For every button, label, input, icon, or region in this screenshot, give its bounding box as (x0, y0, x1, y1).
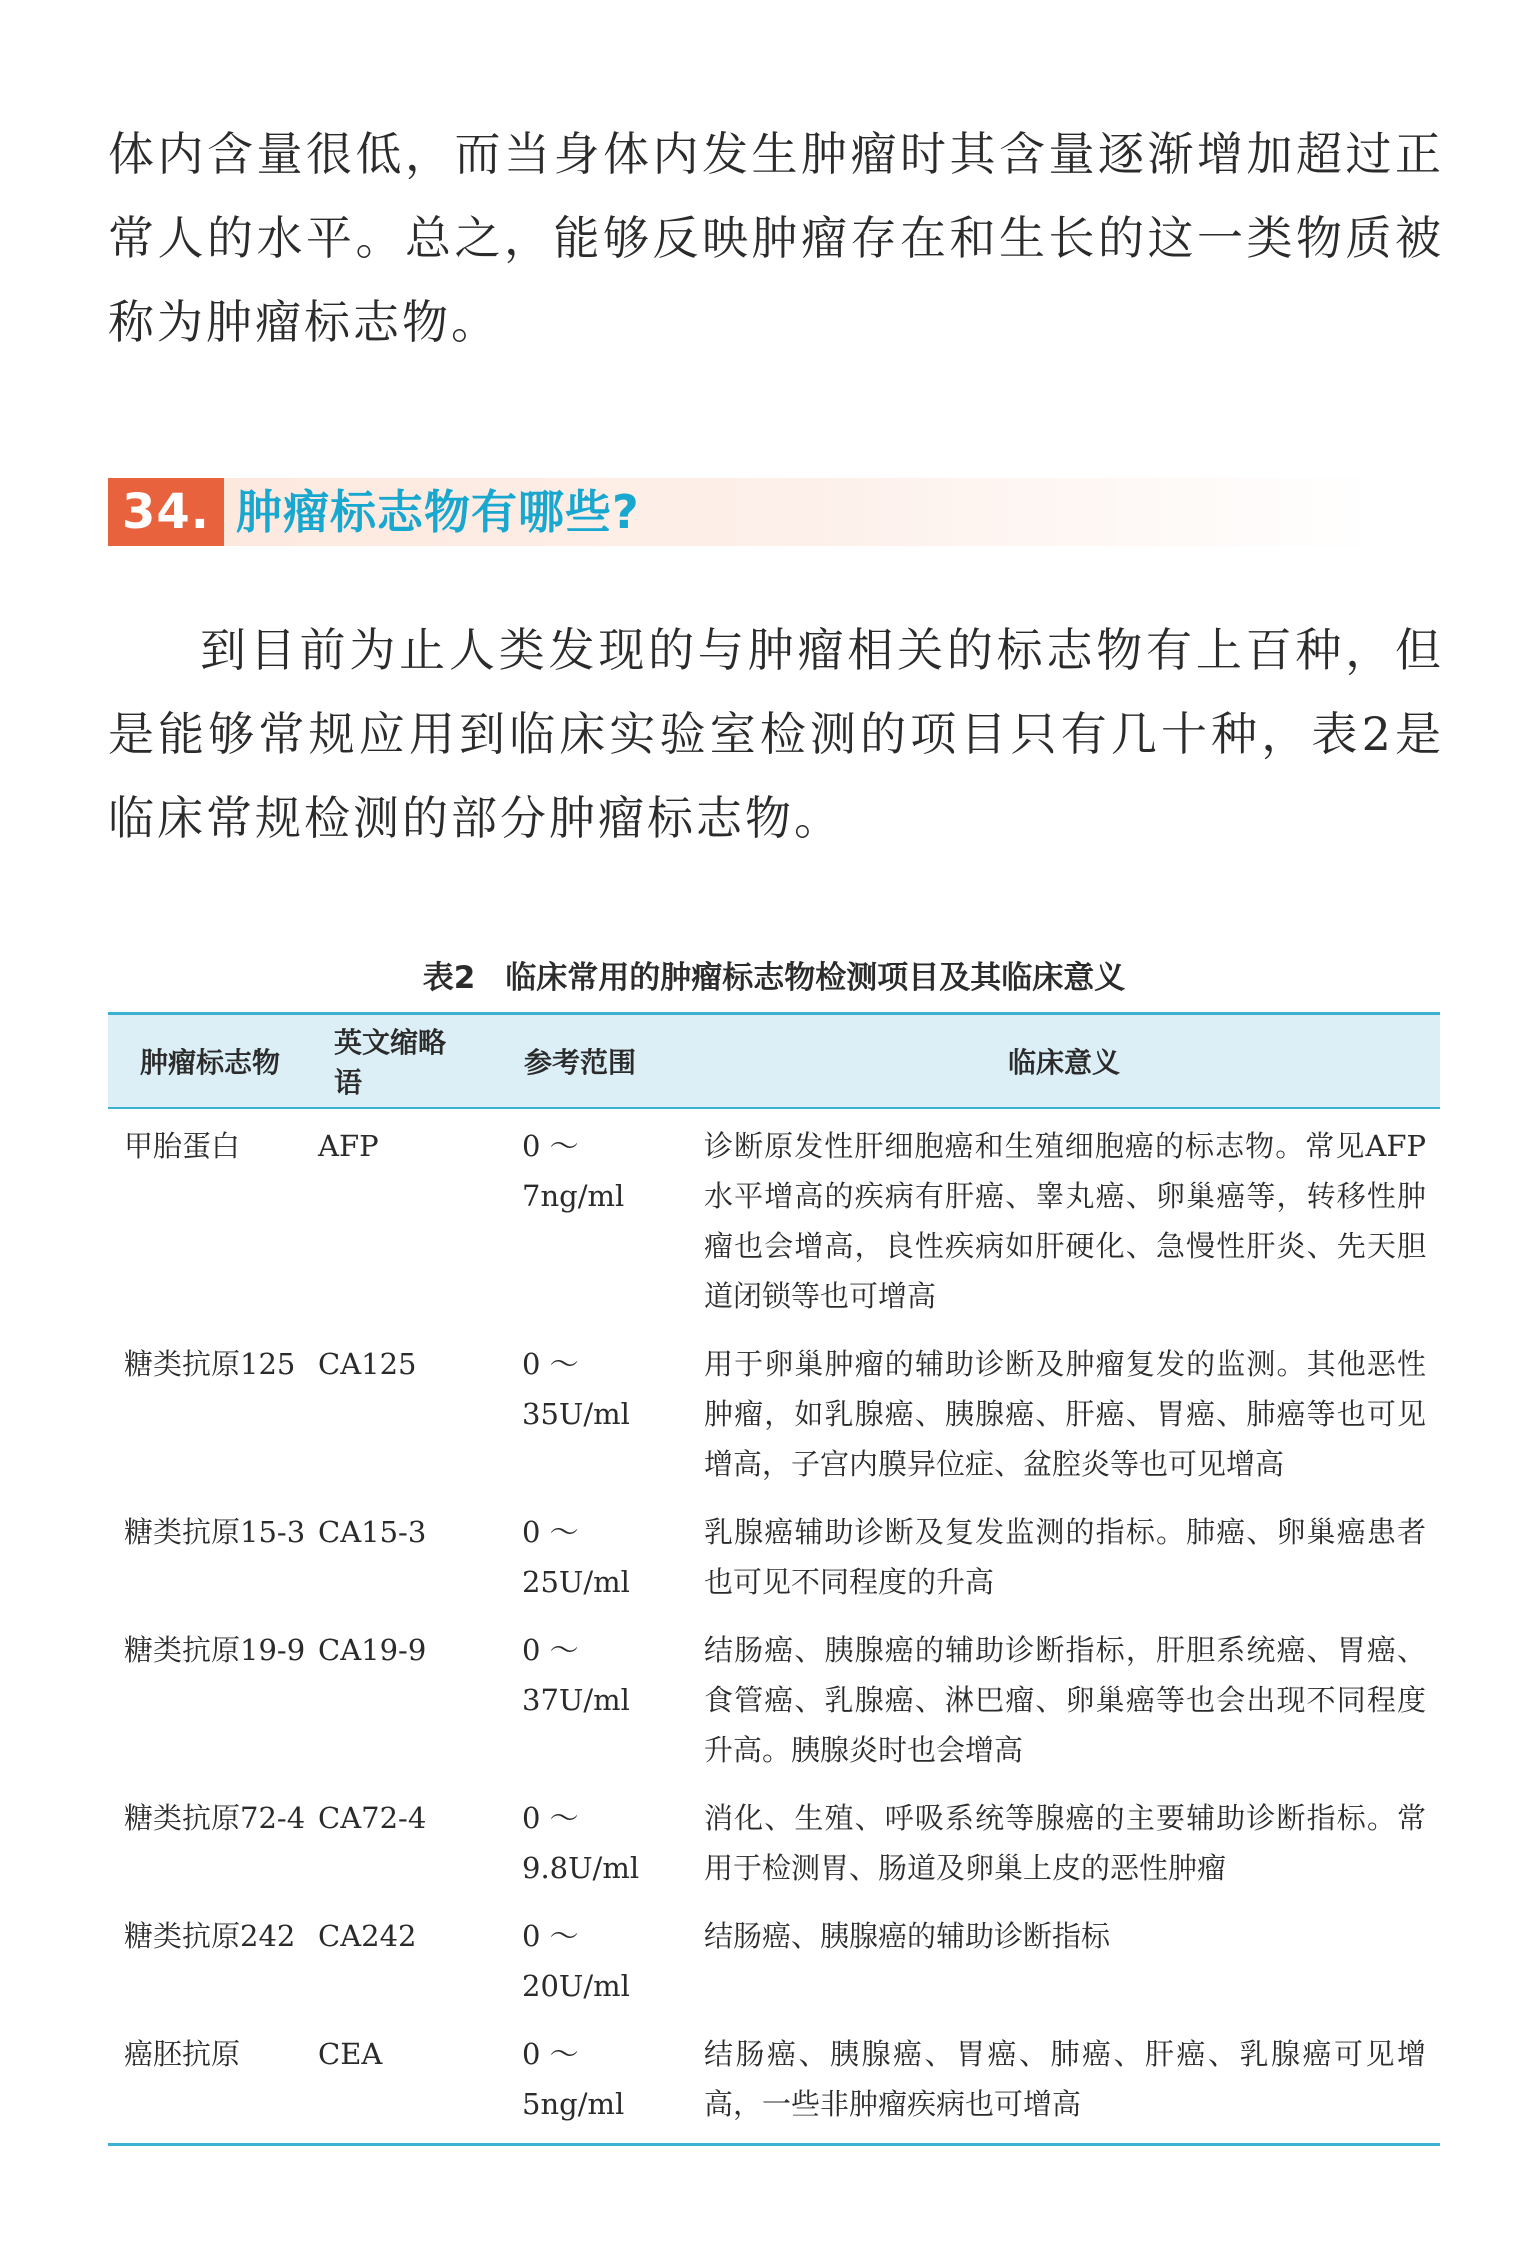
marker-name-cell: 糖类抗原125 (124, 1347, 296, 1381)
clinical-significance-cell: 结肠癌、胰腺癌、胃癌、肺癌、肝癌、乳腺癌可见增高，一些非肿瘤疾病也可增高 (688, 2019, 1440, 2145)
abbreviation-cell: CA15-3 (318, 1515, 427, 1549)
reference-range-cell: 0 ～ 37U/ml (522, 1633, 630, 1717)
column-header-marker: 肿瘤标志物 (108, 1014, 306, 1109)
abbreviation-cell: CA242 (318, 1919, 417, 1953)
marker-name-cell: 糖类抗原72-4 (124, 1801, 306, 1835)
table-header (108, 1014, 1440, 1109)
table-row (108, 1901, 1440, 2019)
reference-range-cell: 0 ～ 20U/ml (522, 1919, 630, 2003)
table-caption-label: 表2 (422, 960, 476, 996)
abbreviation-cell: CA72-4 (318, 1801, 427, 1835)
column-header-clinical-significance: 临床意义 (688, 1014, 1440, 1109)
marker-name-cell: 癌胚抗原 (108, 2019, 306, 2145)
tumor-marker-table (108, 1012, 1440, 2146)
clinical-significance-cell: 结肠癌、胰腺癌的辅助诊断指标 (704, 1919, 1111, 1953)
reference-range-cell: 0 ～ 9.8U/ml (522, 1801, 640, 1885)
table-caption (108, 956, 1440, 1000)
body-paragraph: 到目前为止人类发现的与肿瘤相关的标志物有上百种，但是能够常规应用到临床实验室检测的项目只有几十种，表2是临床常规检测的部分肿瘤标志物。 (108, 623, 1444, 845)
marker-name-cell: 糖类抗原15-3 (124, 1515, 306, 1549)
abbreviation-cell: AFP (318, 1129, 379, 1163)
column-header-abbreviation: 英文缩略语 (306, 1014, 472, 1109)
intro-paragraph: 体内含量很低，而当身体内发生肿瘤时其含量逐渐增加超过正常人的水平。总之，能够反映肿瘤存在和生长的这一类物质被称为肿瘤标志物。 (108, 127, 1444, 349)
table (108, 1012, 1440, 2146)
clinical-significance-cell: 消化、生殖、呼吸系统等腺癌的主要辅助诊断指标。常用于检测胃、肠道及卵巢上皮的恶性肿瘤 (704, 1801, 1426, 1885)
clinical-significance-cell: 诊断原发性肝细胞癌和生殖细胞癌的标志物。常见AFP水平增高的疾病有肝癌、睾丸癌、卵巢癌等，转移性肿瘤也会增高，良性疾病如肝硬化、急慢性肝炎、先天胆道闭锁等也可增高 (704, 1129, 1426, 1313)
section-number: 34. (108, 478, 224, 546)
table-row (108, 1783, 1440, 1901)
table-row (108, 1497, 1440, 1615)
table-row (108, 1329, 1440, 1497)
marker-name-cell: 甲胎蛋白 (124, 1129, 241, 1163)
table-caption-title: 临床常用的肿瘤标志物检测项目及其临床意义 (505, 960, 1126, 996)
reference-range-cell: 0 ～ 5ng/ml (472, 2019, 688, 2145)
reference-range-cell: 0 ～ 25U/ml (522, 1515, 630, 1599)
table-row (108, 2019, 1440, 2145)
table-row (108, 1615, 1440, 1783)
reference-range-cell: 0 ～ 35U/ml (522, 1347, 630, 1431)
abbreviation-cell: CEA (306, 2019, 472, 2145)
column-header-reference-range: 参考范围 (472, 1014, 688, 1109)
table-header-row (108, 1014, 1440, 1109)
marker-name-cell: 糖类抗原19-9 (124, 1633, 306, 1667)
marker-name-cell: 糖类抗原242 (124, 1919, 296, 1953)
clinical-significance-cell: 乳腺癌辅助诊断及复发监测的指标。肺癌、卵巢癌患者也可见不同程度的升高 (704, 1515, 1426, 1599)
table-body (108, 1108, 1440, 2145)
clinical-significance-cell: 结肠癌、胰腺癌的辅助诊断指标，肝胆系统癌、胃癌、食管癌、乳腺癌、淋巴瘤、卵巢癌等也会出现不同程度升高。胰腺炎时也会增高 (704, 1633, 1426, 1767)
abbreviation-cell: CA125 (318, 1347, 417, 1381)
abbreviation-cell: CA19-9 (318, 1633, 427, 1667)
reference-range-cell: 0 ～ 7ng/ml (522, 1129, 625, 1213)
table-row (108, 1108, 1440, 1329)
section-title: 肿瘤标志物有哪些? (236, 485, 640, 539)
section-heading (108, 478, 1378, 546)
clinical-significance-cell: 用于卵巢肿瘤的辅助诊断及肿瘤复发的监测。其他恶性肿瘤，如乳腺癌、胰腺癌、肝癌、胃癌、肺癌等也可见增高，子宫内膜异位症、盆腔炎等也可见增高 (704, 1347, 1426, 1481)
